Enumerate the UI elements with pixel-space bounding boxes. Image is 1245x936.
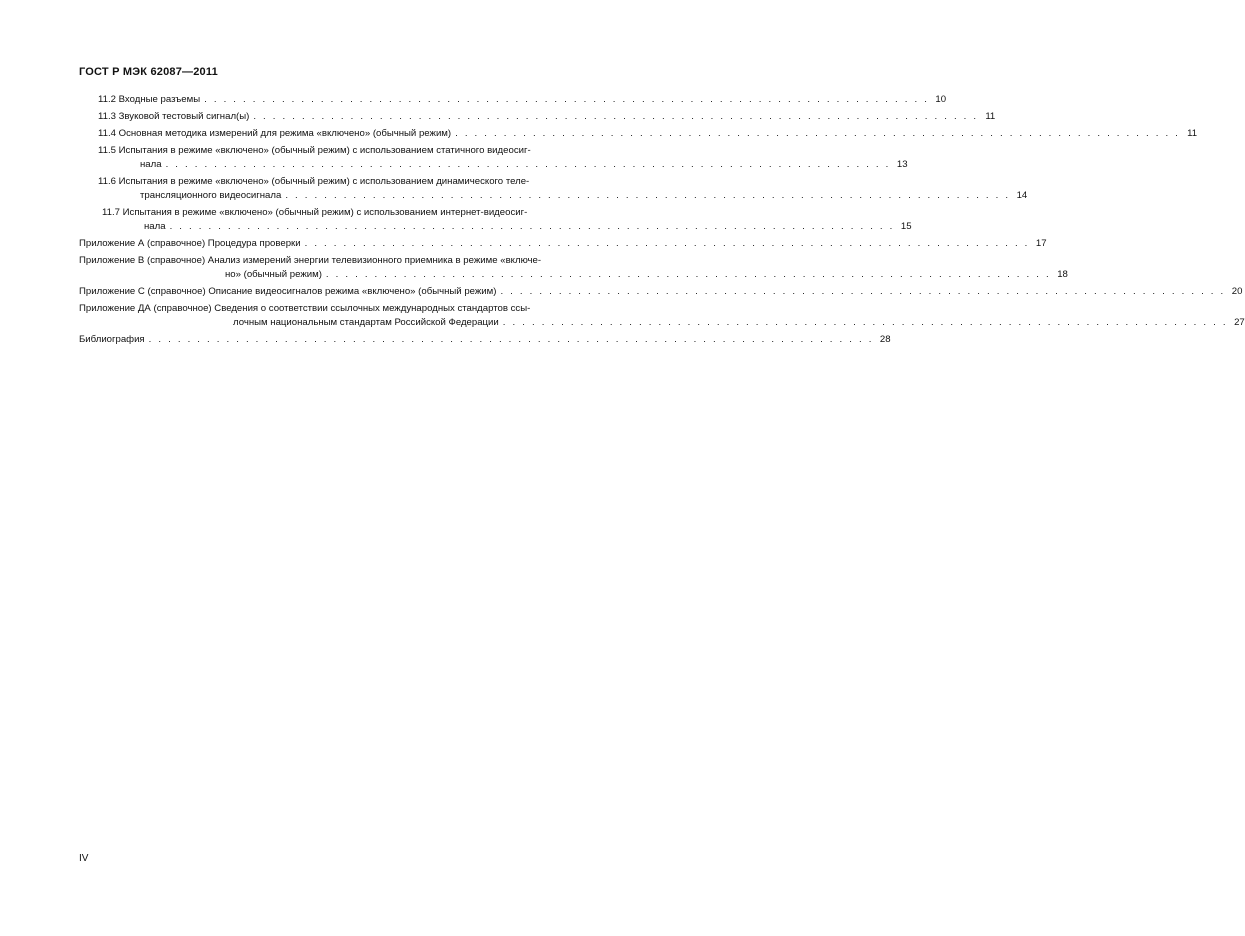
toc-entry-title: 11.6 Испытания в режиме «включено» (обычный режим) с использованием динамического теле- [98, 176, 530, 187]
toc-entry [79, 206, 912, 234]
leader-dots: . . . . . . . . . . . . . . . . . . . . . . . . . . . . . . . . . . . . . . . . . . . . . . . . . . . . . . . . . . . . . . . . . . . . . . . . . . . [304, 238, 1030, 249]
leader-dots: . . . . . . . . . . . . . . . . . . . . . . . . . . . . . . . . . . . . . . . . . . . . . . . . . . . . . . . . . . . . . . . . . . . . . . . . . . . [148, 334, 874, 345]
toc-entry-title: 11.4 Основная методика измерений для режима «включено» (обычный режим) [98, 128, 452, 139]
toc-entry-title: Библиография [79, 334, 145, 345]
leader-dots: . . . . . . . . . . . . . . . . . . . . . . . . . . . . . . . . . . . . . . . . . . . . . . . . . . . . . . . . . . . . . . . . . . . . . . . . . . . [455, 128, 1181, 139]
leader-dots: . . . . . . . . . . . . . . . . . . . . . . . . . . . . . . . . . . . . . . . . . . . . . . . . . . . . . . . . . . . . . . . . . . . . . . . . . . . [325, 269, 1051, 280]
toc-entry [79, 237, 1047, 251]
toc-page-number: 10 [935, 94, 947, 105]
toc-entry-continuation: трансляционного видеосигнала [140, 190, 282, 201]
toc-entry [79, 127, 1198, 141]
toc-entry-continuation: но» (обычный режим) [225, 269, 322, 280]
toc-page-number: 17 [1035, 238, 1047, 249]
toc-entry-title: Приложение В (справочное) Анализ измерений энергии телевизионного приемника в режиме «включе- [79, 255, 542, 266]
toc-entry-title: Приложение А (справочное) Процедура проверки [79, 238, 301, 249]
toc-entry [79, 302, 1245, 330]
toc-entry [79, 110, 996, 124]
leader-dots: . . . . . . . . . . . . . . . . . . . . . . . . . . . . . . . . . . . . . . . . . . . . . . . . . . . . . . . . . . . . . . . . . . . . . . . . . . . [500, 286, 1226, 297]
toc-page-number: 13 [896, 159, 908, 170]
leader-dots: . . . . . . . . . . . . . . . . . . . . . . . . . . . . . . . . . . . . . . . . . . . . . . . . . . . . . . . . . . . . . . . . . . . . . . . . . . . [285, 190, 1011, 201]
toc-entry [79, 175, 1028, 203]
toc-entry-title: 11.7 Испытания в режиме «включено» (обычный режим) с использованием интернет-видеосиг- [102, 207, 528, 218]
toc-entry-title: 11.3 Звуковой тестовый сигнал(ы) [98, 111, 250, 122]
toc-page-number: 28 [879, 334, 891, 345]
toc-entry-continuation: нала [140, 159, 162, 170]
toc-page-number: 20 [1231, 286, 1243, 297]
toc-entry-continuation: нала [144, 221, 166, 232]
toc-entry-title: 11.2 Входные разъемы [98, 94, 201, 105]
toc-entry-title: Приложение ДА (справочное) Сведения о соответствии ссылочных международных стандартов ссы- [79, 303, 531, 314]
leader-dots: . . . . . . . . . . . . . . . . . . . . . . . . . . . . . . . . . . . . . . . . . . . . . . . . . . . . . . . . . . . . . . . . . . . . . . . . . . . [253, 111, 979, 122]
table-of-contents [79, 93, 1245, 350]
document-title: ГОСТ Р МЭК 62087—2011 [79, 66, 218, 78]
toc-page-number: 14 [1016, 190, 1028, 201]
toc-entry [79, 93, 947, 107]
toc-page-number: 27 [1234, 317, 1245, 328]
toc-entry [79, 285, 1243, 299]
toc-entry-continuation: лочным национальным стандартам Российской Федерации [233, 317, 499, 328]
toc-page-number: 15 [900, 221, 912, 232]
toc-page-number: 11 [985, 111, 996, 122]
leader-dots: . . . . . . . . . . . . . . . . . . . . . . . . . . . . . . . . . . . . . . . . . . . . . . . . . . . . . . . . . . . . . . . . . . . . . . . . . . . [169, 221, 895, 232]
leader-dots: . . . . . . . . . . . . . . . . . . . . . . . . . . . . . . . . . . . . . . . . . . . . . . . . . . . . . . . . . . . . . . . . . . . . . . . . . . . [502, 317, 1228, 328]
page-number: IV [79, 853, 89, 864]
toc-entry-title: Приложение С (справочное) Описание видеосигналов режима «включено» (обычный режим) [79, 286, 497, 297]
toc-entry [79, 254, 1068, 282]
toc-entry-title: 11.5 Испытания в режиме «включено» (обычный режим) с использованием статичного видеосиг- [98, 145, 531, 156]
toc-page-number: 11 [1187, 128, 1198, 139]
leader-dots: . . . . . . . . . . . . . . . . . . . . . . . . . . . . . . . . . . . . . . . . . . . . . . . . . . . . . . . . . . . . . . . . . . . . . . . . . . . [165, 159, 891, 170]
toc-entry [79, 333, 891, 347]
toc-entry [79, 144, 908, 172]
leader-dots: . . . . . . . . . . . . . . . . . . . . . . . . . . . . . . . . . . . . . . . . . . . . . . . . . . . . . . . . . . . . . . . . . . . . . . . . . . . [204, 94, 930, 105]
toc-page-number: 18 [1057, 269, 1068, 280]
